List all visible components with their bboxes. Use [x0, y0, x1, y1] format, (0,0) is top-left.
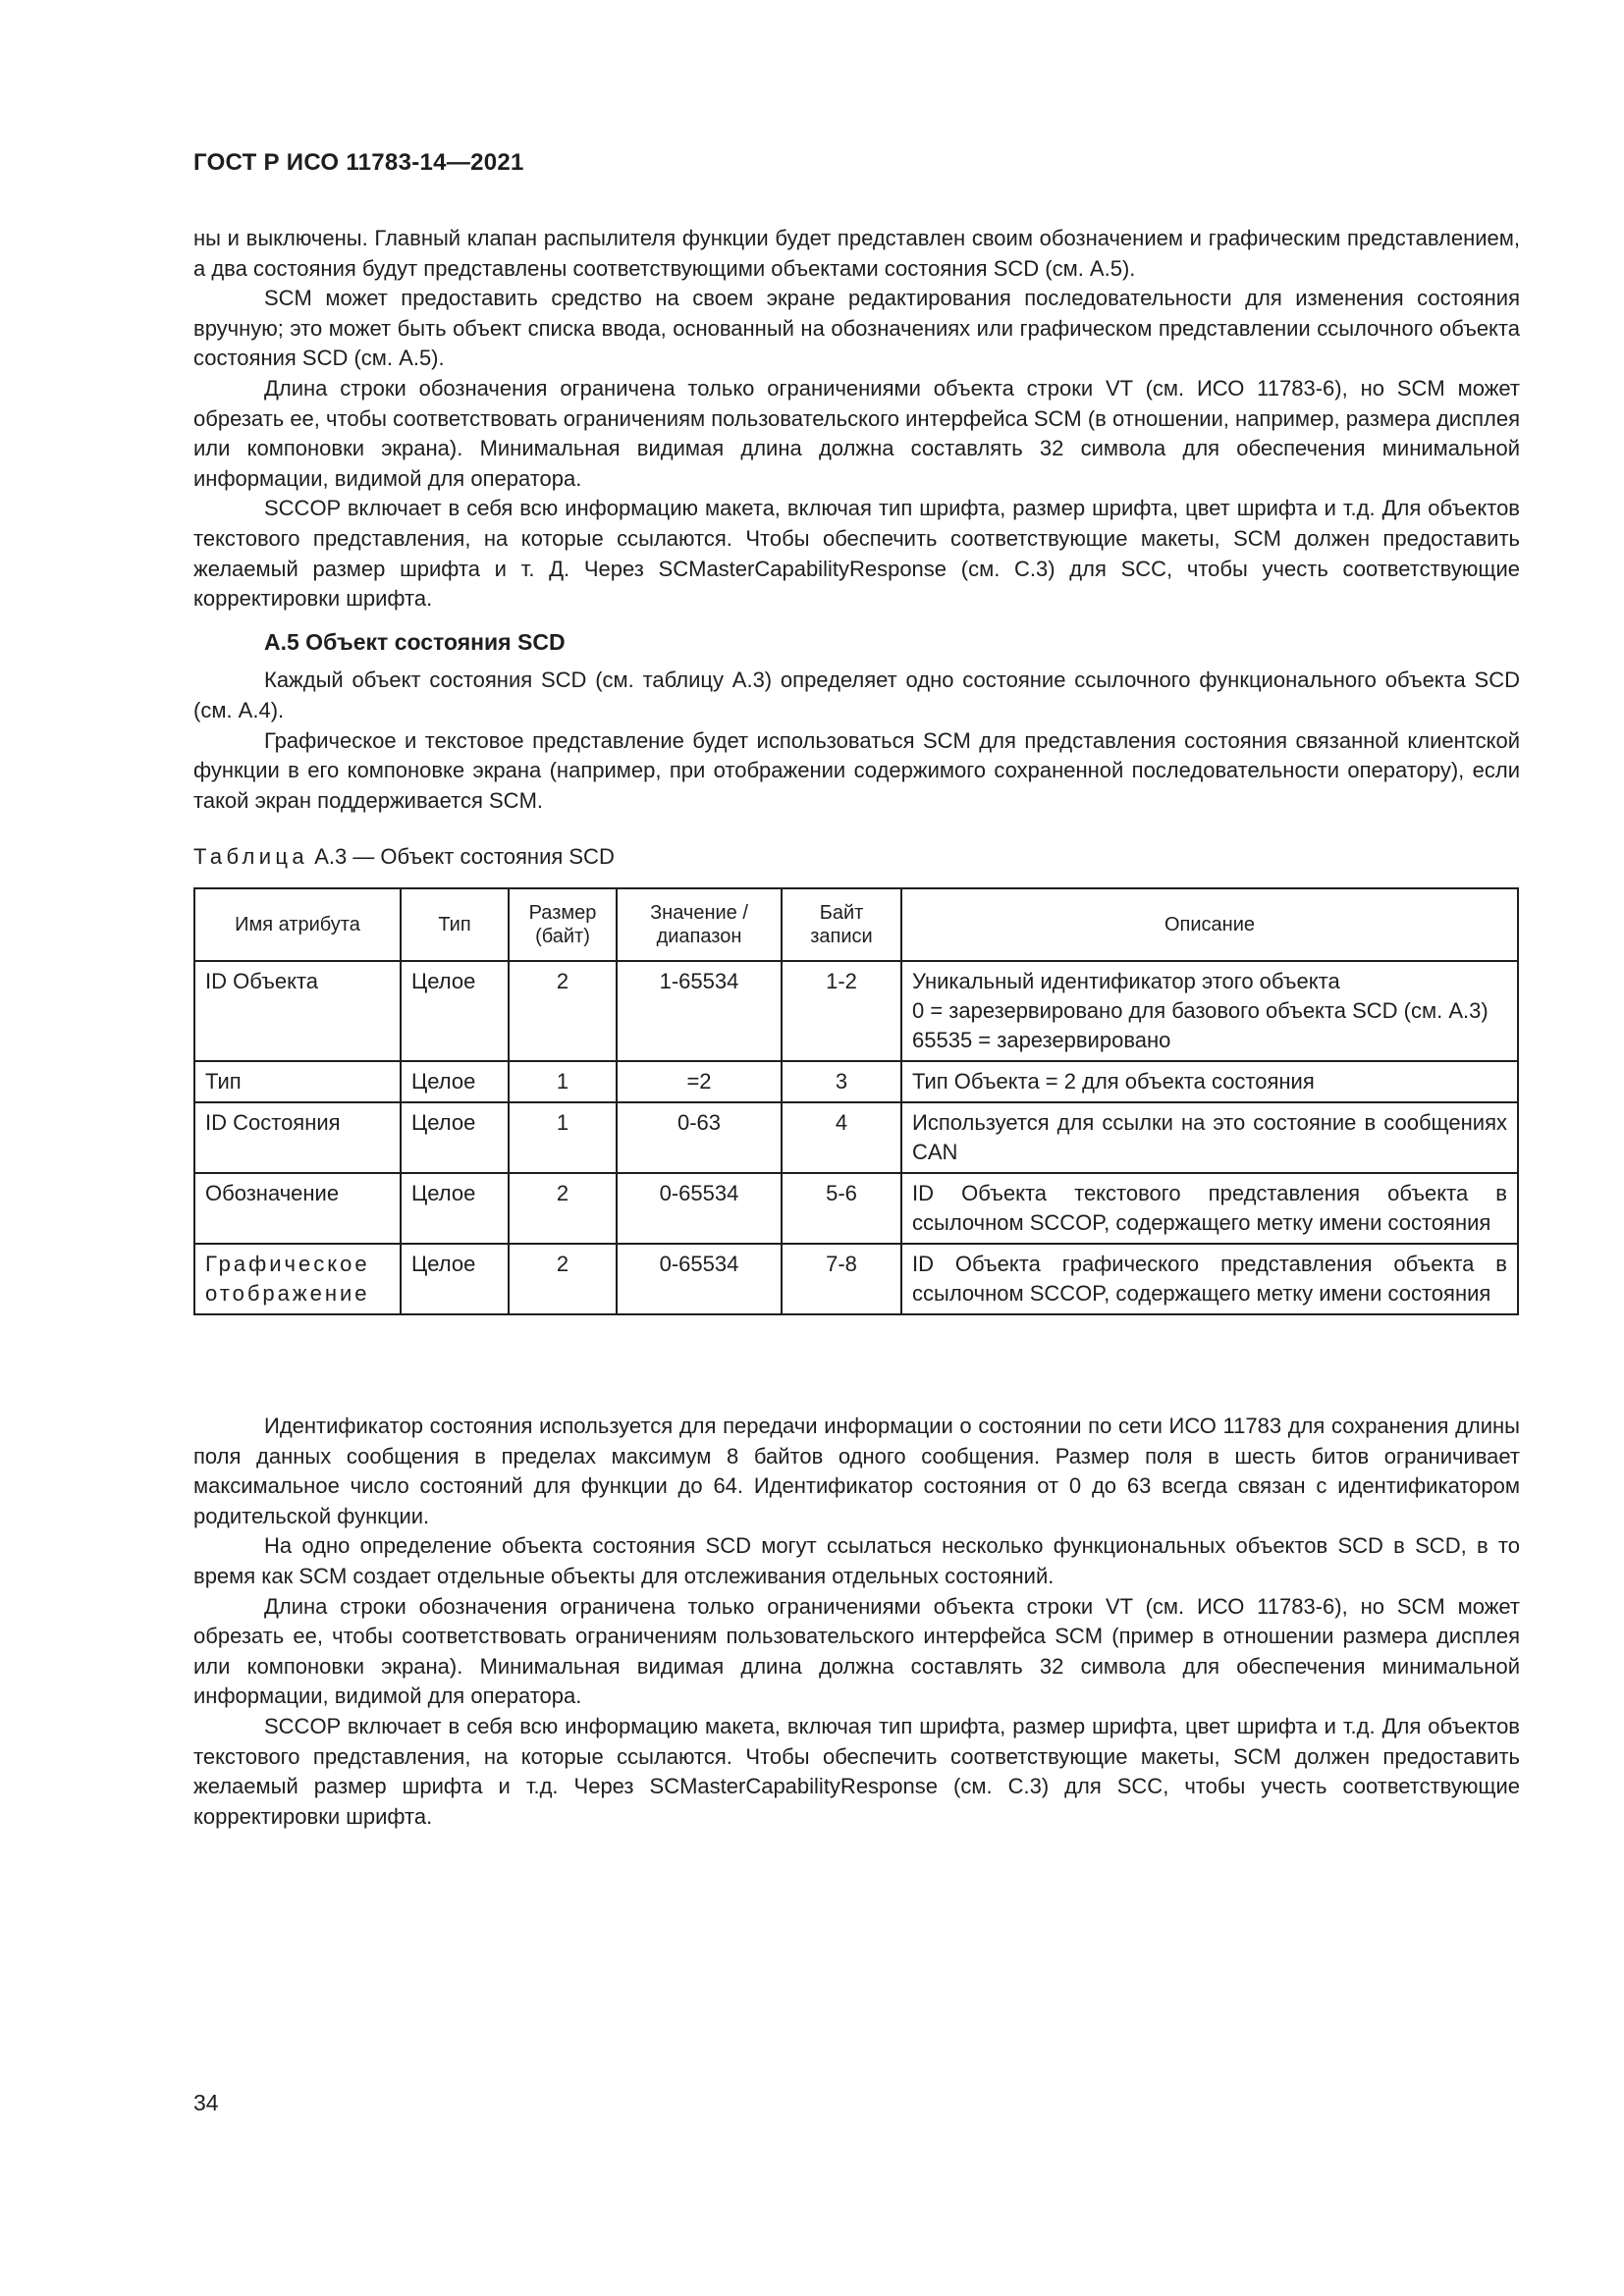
table-cell: 0-65534 [617, 1244, 782, 1314]
table-cell: 2 [509, 1173, 617, 1244]
table-cell: 1-2 [782, 961, 901, 1061]
column-header: Значение / диапазон [617, 888, 782, 961]
table-cell: ID Объекта [194, 961, 401, 1061]
table-cell: ID Состояния [194, 1102, 401, 1173]
table-cell: 1 [509, 1061, 617, 1102]
table-header-row [194, 888, 1518, 961]
table-cell: 0-63 [617, 1102, 782, 1173]
table-row [194, 1102, 1518, 1173]
table-cell: Тип [194, 1061, 401, 1102]
table-cell: 1 [509, 1102, 617, 1173]
table-cell: ID Объекта текстового представления объекта в ссылочном SCCOP, содержащего метку имени состояния [901, 1173, 1518, 1244]
table-cell: 3 [782, 1061, 901, 1102]
column-header: Имя атрибута [194, 888, 401, 961]
table-cell: Обозначение [194, 1173, 401, 1244]
table-cell: Используется для ссылки на это состояние в сообщениях CAN [901, 1102, 1518, 1173]
table-cell: 7-8 [782, 1244, 901, 1314]
column-header: Размер (байт) [509, 888, 617, 961]
paragraph: На одно определение объекта состояния SCD могут ссылаться несколько функциональных объектов SCD в SCD, в то время как SCM создает отдельные объекты для отслеживания отдельных состояний. [193, 1533, 1520, 1588]
table-cell: 2 [509, 1244, 617, 1314]
paragraph: Графическое и текстовое представление будет использоваться SCM для представления состояния связанной клиентской функции в его компоновке экрана (например, при отображении содержимого сохраненной последовательности оператору), если такой экран поддерживается SCM. [193, 727, 1520, 813]
column-header: Байт записи [782, 888, 901, 961]
table-cell: Целое [401, 1102, 509, 1173]
table-cell: 5-6 [782, 1173, 901, 1244]
column-header: Тип [401, 888, 509, 961]
table-cell: 1-65534 [617, 961, 782, 1061]
table-cell: 0-65534 [617, 1173, 782, 1244]
table-caption-title: А.3 — Объект состояния SCD [314, 844, 615, 869]
paragraph: Длина строки обозначения ограничена только ограничениями объекта строки VT (см. ИСО 11783-6), но SCM может обрезать ее, чтобы соответствовать ограничениям пользовательского интерфейса SCM (пример в отношении размера дисплея или компоновки экрана). Минимальная видимая длина должна составлять 32 символа для обеспечения минимальной информации, видимой для оператора. [193, 1593, 1520, 1709]
table-caption [193, 844, 615, 870]
paragraph: Каждый объект состояния SCD (см. таблицу А.3) определяет одно состояние ссылочного функционального объекта SCD (см. А.4). [193, 667, 1520, 722]
paragraph: ны и выключены. Главный клапан распылителя функции будет представлен своим обозначением и графическим представлением, а два состояния будут представлены соответствующими объектами состояния SCD (см. А.5). [193, 226, 1520, 281]
paragraph: SCM может предоставить средство на своем экране редактирования последовательности для изменения состояния вручную; это может быть объект списка ввода, основанный на обозначениях или графическом представлении ссылочного объекта состояния SCD (см. А.5). [193, 286, 1520, 371]
table-row [194, 961, 1518, 1061]
table-cell: Тип Объекта = 2 для объекта состояния [901, 1061, 1518, 1102]
table-cell: Целое [401, 1061, 509, 1102]
table-cell: Целое [401, 1173, 509, 1244]
table-row [194, 1061, 1518, 1102]
bottom-text-block [193, 1412, 1520, 1832]
paragraph: SCCOP включает в себя всю информацию макета, включая тип шрифта, размер шрифта, цвет шрифта и т.д. Для объектов текстового представления, на которые ссылаются. Чтобы обеспечить соответствующие макеты, SCM должен предоставить желаемый размер шрифта и т.д. Через SCMasterCapabilityResponse (см. С.3) для SCC, чтобы учесть соответствующие корректировки шрифта. [193, 1713, 1520, 1829]
table-cell: Графическое отображение [194, 1244, 401, 1314]
page-number: 34 [193, 2090, 219, 2115]
table-cell: 2 [509, 961, 617, 1061]
table-cell: Уникальный идентификатор этого объекта 0 = зарезервировано для базового объекта SCD (см. А.3) 65535 = зарезервировано [901, 961, 1518, 1061]
paragraph: SCCOP включает в себя всю информацию макета, включая тип шрифта, размер шрифта, цвет шрифта и т.д. Для объектов текстового представления, на которые ссылаются. Чтобы обеспечить соответствующие макеты, SCM должен предоставить желаемый размер шрифта и т. Д. Через SCMasterCapabilityResponse (см. С.3) для SCC, чтобы учесть соответствующие корректировки шрифта. [193, 496, 1520, 612]
table-cell: ID Объекта графического представления объекта в ссылочном SCCOP, содержащего метку имени состояния [901, 1244, 1518, 1314]
attribute-table [193, 887, 1519, 1315]
table-caption-label: Таблица [193, 844, 309, 869]
table-cell: 4 [782, 1102, 901, 1173]
table-cell: =2 [617, 1061, 782, 1102]
paragraph: Идентификатор состояния используется для передачи информации о состоянии по сети ИСО 11783 для сохранения длины поля данных сообщения в пределах максимум 8 байтов одного сообщения. Размер поля в шесть битов ограничивает максимальное число состояний для функции до 64. Идентификатор состояния от 0 до 63 всегда связан с идентификатором родительской функции. [193, 1414, 1520, 1528]
table-row [194, 1173, 1518, 1244]
document-header: ГОСТ Р ИСО 11783-14—2021 [193, 149, 524, 176]
paragraph: Длина строки обозначения ограничена только ограничениями объекта строки VT (см. ИСО 11783-6), но SCM может обрезать ее, чтобы соответствовать ограничениям пользовательского интерфейса SCM (в отношении, например, размера дисплея или компоновки экрана). Минимальная видимая длина должна составлять 32 символа для обеспечения минимальной информации, видимой для оператора. [193, 375, 1520, 491]
table-cell: Целое [401, 961, 509, 1061]
table-row [194, 1244, 1518, 1314]
table-cell: Целое [401, 1244, 509, 1314]
column-header: Описание [901, 888, 1518, 961]
top-text-block [193, 224, 1520, 816]
section-heading: А.5 Объект состояния SCD [264, 628, 566, 655]
